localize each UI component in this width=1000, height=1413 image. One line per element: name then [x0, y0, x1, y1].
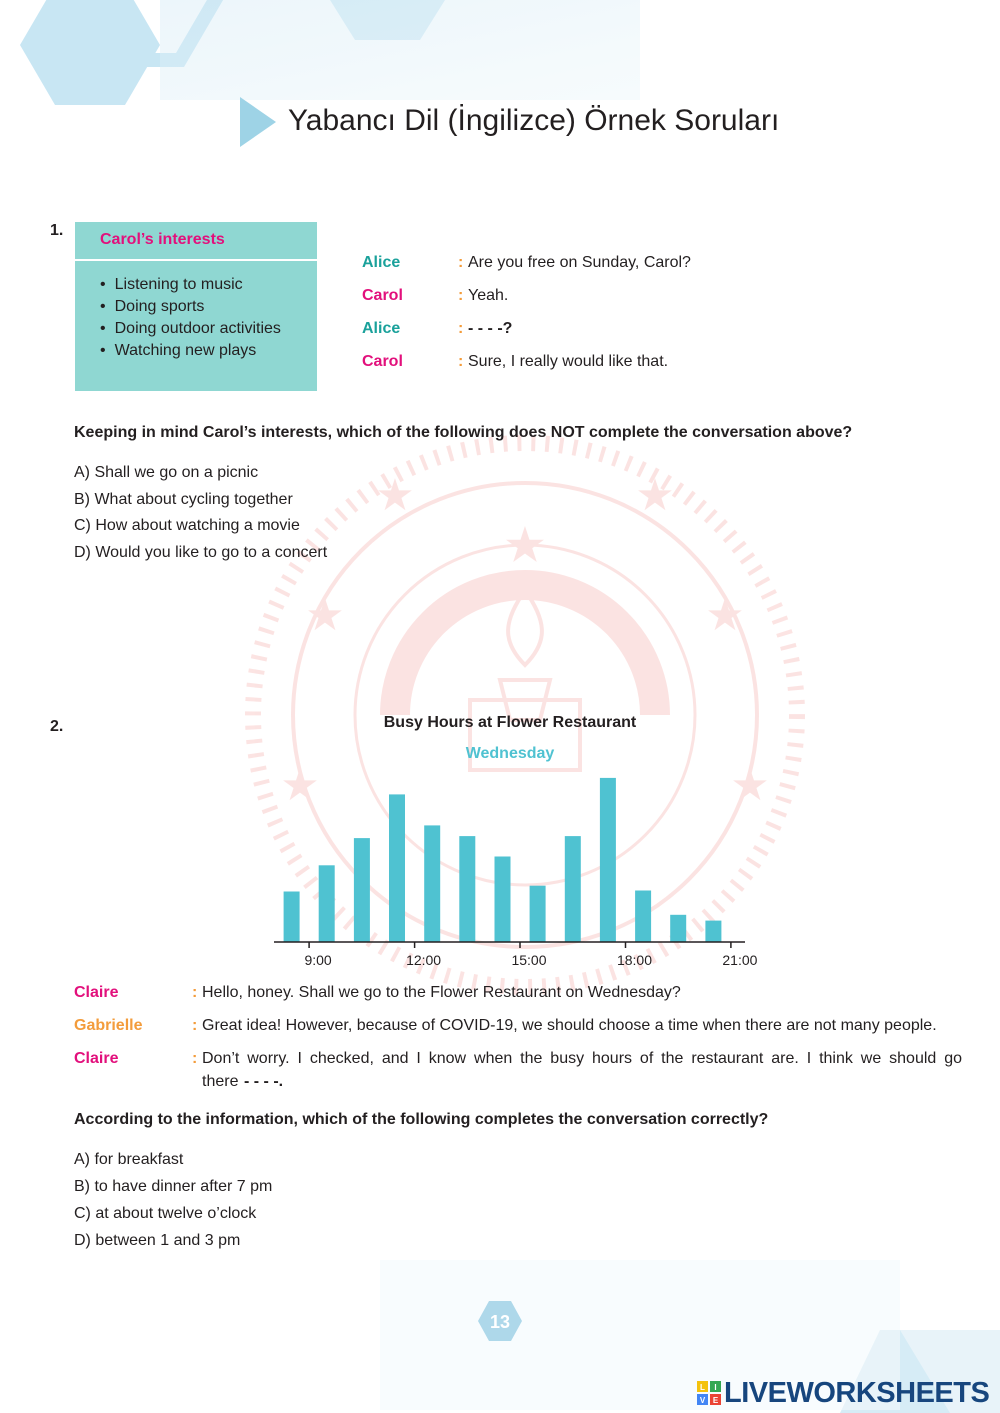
svg-text:★: ★ — [305, 591, 345, 640]
speaker-name: Gabrielle — [74, 1017, 143, 1034]
dialogue-line: Are you free on Sunday, Carol? — [468, 254, 691, 271]
dialogue-line: Don’t worry. I checked, and I know when the busy hours of the restaurant are. I think we should go — [202, 1050, 962, 1067]
dialogue-colon: : — [192, 1050, 198, 1067]
chart-tick-label: 9:00 — [304, 952, 332, 968]
chart-bar — [565, 836, 581, 942]
chart-title: Busy Hours at Flower Restaurant — [383, 714, 637, 731]
svg-text:V: V — [699, 1396, 706, 1405]
busy-hours-chart — [260, 705, 760, 975]
interest-item: • Doing outdoor activities — [100, 318, 281, 340]
chart-tick-label: 12:00 — [406, 952, 442, 968]
q1-dialogue — [362, 253, 782, 383]
chart-subtitle: Wednesday — [465, 745, 555, 762]
question-2-number: 2. — [50, 718, 64, 735]
dialogue-blank-line: - - - -? — [468, 320, 513, 337]
speaker-name: Carol — [362, 353, 403, 370]
brand-rest: WORKSHEETS — [786, 1377, 990, 1409]
question-1-prompt: Keeping in mind Carol’s interests, which of the following does NOT complete the conversation above? — [74, 424, 853, 441]
liveworksheets-logo-icon — [697, 1381, 721, 1405]
chart-bar — [600, 778, 616, 942]
dialogue-line: Great idea! However, because of COVID-19, we should choose a time when there are not many people. — [202, 1017, 937, 1034]
dialogue-colon: : — [458, 287, 464, 304]
chart-bar — [459, 836, 475, 942]
speaker-name: Carol — [362, 287, 403, 304]
chart-bar — [495, 857, 511, 943]
title-arrow-icon — [240, 97, 278, 147]
dialogue-line: there — [202, 1073, 239, 1090]
answer-option[interactable]: C) at about twelve o’clock — [74, 1205, 257, 1222]
chart-bar — [635, 891, 651, 943]
chart-bar — [284, 892, 300, 943]
chart-bar — [389, 794, 405, 942]
dialogue-line: Sure, I really would like that. — [468, 353, 669, 370]
page-number-badge — [478, 1301, 522, 1341]
svg-text:★: ★ — [705, 591, 745, 640]
chart-bar — [354, 838, 370, 942]
chart-bar — [705, 921, 721, 942]
page-number: 13 — [489, 1312, 511, 1332]
dialogue-colon: : — [458, 353, 464, 370]
chart-bar — [424, 825, 440, 942]
speaker-name: Alice — [362, 320, 401, 337]
answer-option[interactable]: A) Shall we go on a picnic — [74, 464, 259, 481]
question-2-options — [74, 1149, 272, 1252]
interests-list — [75, 274, 281, 362]
chart-bar — [319, 865, 335, 942]
answer-option[interactable]: B) What about cycling together — [74, 490, 293, 508]
question-2-prompt: According to the information, which of the following completes the conversation correctly? — [74, 1111, 769, 1128]
dialogue-colon: : — [192, 1017, 198, 1034]
chart-tick-label: 21:00 — [722, 952, 758, 968]
answer-option[interactable]: D) between 1 and 3 pm — [74, 1232, 241, 1249]
chart-x-ticks — [304, 942, 757, 968]
interest-item: • Doing sports — [100, 296, 281, 318]
answer-option[interactable]: D) Would you like to go to a concert — [74, 543, 328, 561]
interests-box — [75, 222, 317, 391]
answer-option[interactable]: A) for breakfast — [74, 1151, 184, 1168]
speaker-name: Claire — [74, 1050, 119, 1067]
brand-prefix: LIVE — [724, 1377, 787, 1409]
chart-bar — [670, 915, 686, 942]
interests-box-title: Carol’s interests — [100, 231, 225, 248]
svg-text:★: ★ — [375, 471, 415, 520]
chart-tick-label: 15:00 — [511, 952, 547, 968]
dialogue-blank-line: - - - -. — [244, 1073, 284, 1090]
question-1-options — [74, 462, 327, 564]
svg-text:I: I — [714, 1383, 717, 1392]
svg-text:★: ★ — [505, 521, 545, 570]
dialogue-colon: : — [458, 254, 464, 271]
interests-box-header — [75, 222, 317, 261]
page-title: Yabancı Dil (İngilizce) Örnek Soruları — [288, 104, 780, 137]
svg-text:L: L — [700, 1383, 705, 1392]
svg-text:★: ★ — [730, 761, 770, 810]
svg-text:★: ★ — [635, 471, 675, 520]
svg-text:E: E — [712, 1396, 719, 1405]
question-1-number: 1. — [50, 222, 64, 239]
svg-text:★: ★ — [280, 761, 320, 810]
chart-bars — [284, 778, 722, 942]
interest-item: • Watching new plays — [100, 340, 281, 362]
dialogue-line: Yeah. — [468, 287, 509, 304]
q2-dialogue — [74, 983, 964, 1093]
dialogue-colon: : — [458, 320, 464, 337]
speaker-name: Claire — [74, 984, 119, 1001]
answer-option[interactable]: C) How about watching a movie — [74, 517, 300, 534]
chart-tick-label: 18:00 — [616, 952, 653, 968]
dialogue-line: Hello, honey. Shall we go to the Flower Restaurant on Wednesday? — [202, 984, 681, 1001]
answer-option[interactable]: B) to have dinner after 7 pm — [74, 1178, 273, 1195]
interest-item: • Listening to music — [100, 274, 281, 296]
speaker-name: Alice — [362, 254, 401, 271]
hexagon-decoration-top — [20, 0, 640, 105]
dialogue-colon: : — [192, 984, 198, 1001]
chart-bar — [530, 886, 546, 942]
